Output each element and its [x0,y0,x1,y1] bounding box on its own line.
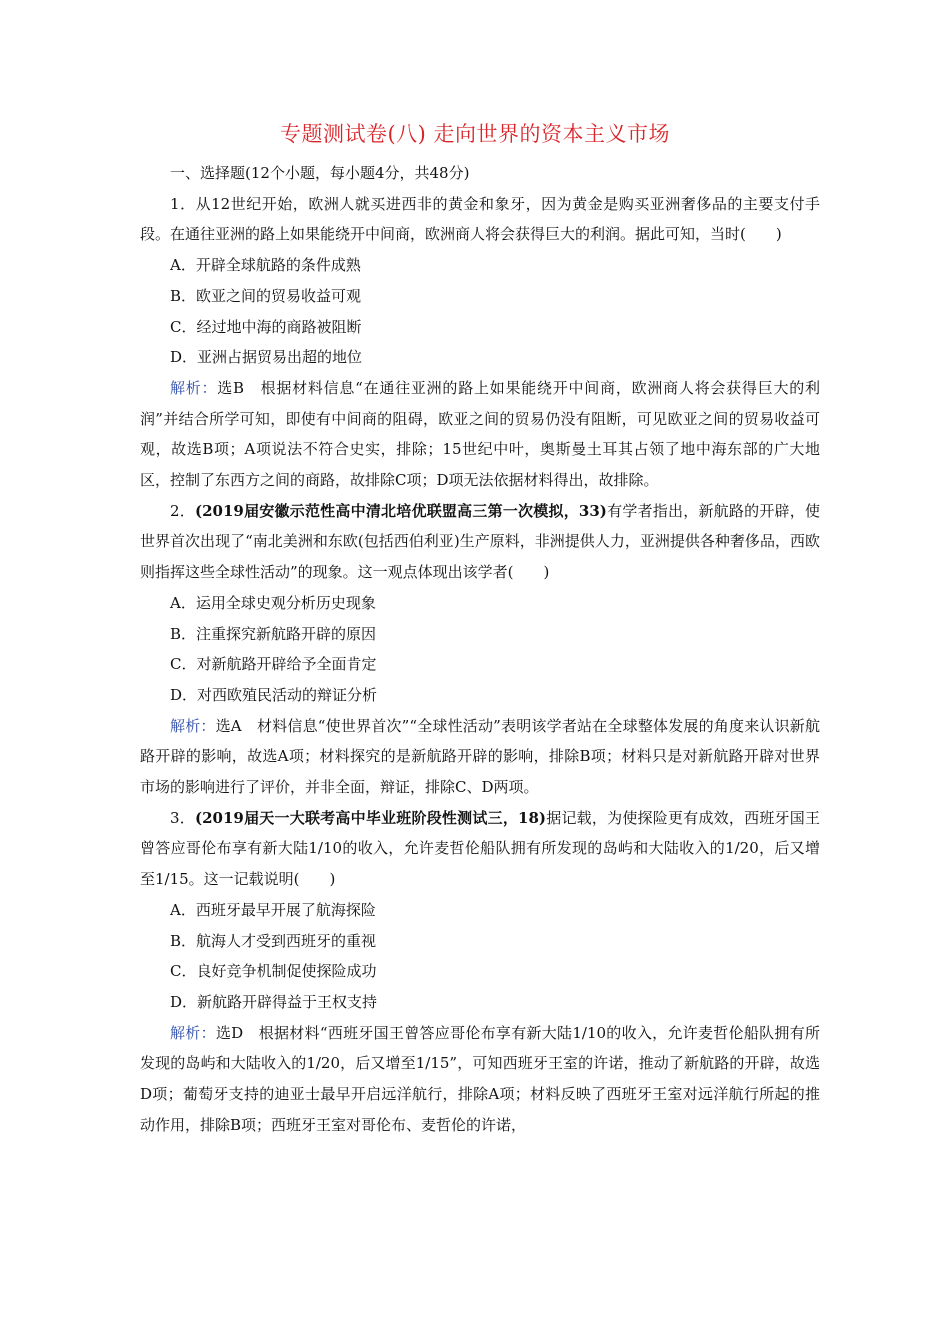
question-3-stem-text: 据记载，为使探险更有成效，西班牙国王曾答应哥伦布享有新大陆1/10的收入，允许麦哲伦船队拥有所发现的岛屿和大陆收入的1/20，后又增至1/15。这一记载说明( ) [140,808,820,889]
question-1-stem: 1．从12世纪开始，欧洲人就买进西非的黄金和象牙，因为黄金是购买亚洲奢侈品的主要支付手段。在通往亚洲的路上如果能绕开中间商，欧洲商人将会获得巨大的利润。据此可知，当时( ) [140,194,820,244]
question-1-option-d: D．亚洲占据贸易出超的地位 [170,348,363,367]
analysis-label: 解析： [170,1023,216,1042]
question-2-option-a: A．运用全球史观分析历史现象 [170,593,376,612]
document-body [140,158,820,1141]
question-3-stem [140,803,820,895]
question-3-analysis-text: 选D 根据材料“西班牙国王曾答应哥伦布享有新大陆1/10的收入，允许麦哲伦船队拥有所发现的岛屿和大陆收入的1/20，后又增至1/15”，可知西班牙王室的许诺，推动了新航路的开辟，故选D项；葡萄牙支持的迪亚士最早开启远洋航行，排除A项；材料反映了西班牙王室对远洋航行所起的推动作用，排除B项；西班牙王室对哥伦布、麦哲伦的许诺， [140,1023,820,1134]
question-3-source: (2019届天一大联考高中毕业班阶段性测试三，18) [195,808,547,827]
section-heading: 一、选择题(12个小题，每小题4分，共48分) [170,164,470,182]
question-3-option-b: B．航海人才受到西班牙的重视 [170,931,377,950]
analysis-label: 解析： [170,716,216,735]
document-title: 专题测试卷(八) 走向世界的资本主义市场 [279,122,671,146]
question-2-option-c: C．对新航路开辟给予全面肯定 [170,655,377,674]
question-2-option-d: D．对西欧殖民活动的辩证分析 [170,685,378,704]
question-2-analysis [140,711,820,803]
question-1-option-c: C．经过地中海的商路被阻断 [170,317,362,336]
question-1-analysis-text: 选B 根据材料信息“在通往亚洲的路上如果能绕开中间商，欧洲商人将会获得巨大的利润”并结合所学可知，即使有中间商的阻碍，欧亚之间的贸易仍没有阻断，可见欧亚之间的贸易收益可观，故选B项；A项说法不符合史实，排除；15世纪中叶，奥斯曼土耳其占领了地中海东部的广大地区，控制了东西方之间的商路，故排除C项；D项无法依据材料得出，故排除。 [140,378,820,490]
question-1-option-a: A．开辟全球航路的条件成熟 [170,256,361,275]
question-2-stem-text: 有学者指出，新航路的开辟，使世界首次出现了“南北美洲和东欧(包括西伯利亚)生产原料，非洲提供人力，亚洲提供各种奢侈品，西欧则指挥这些全球性活动”的现象。这一观点体现出该学者( ) [140,501,820,582]
question-3-number: 3． [170,808,195,827]
analysis-label: 解析： [170,378,218,397]
question-1-option-b: B．欧亚之间的贸易收益可观 [170,286,362,305]
question-2-option-b: B．注重探究新航路开辟的原因 [170,624,377,643]
question-3-option-d: D．新航路开辟得益于王权支持 [170,992,378,1011]
question-2-source: (2019届安徽示范性高中清北培优联盟高三第一次模拟，33) [195,501,607,520]
question-3-option-c: C．良好竞争机制促使探险成功 [170,962,377,981]
question-2-number: 2． [170,501,195,520]
question-3-analysis [140,1018,820,1141]
question-2-analysis-text: 选A 材料信息“使世界首次”“全球性活动”表明该学者站在全球整体发展的角度来认识新航路开辟的影响，故选A项；材料探究的是新航路开辟的影响，排除B项；材料只是对新航路开辟对世界市场的影响进行了评价，并非全面，辩证，排除C、D两项。 [140,716,820,797]
question-2-stem [140,496,820,588]
question-1-analysis [140,373,820,496]
question-3-option-a: A．西班牙最早开展了航海探险 [170,900,376,919]
